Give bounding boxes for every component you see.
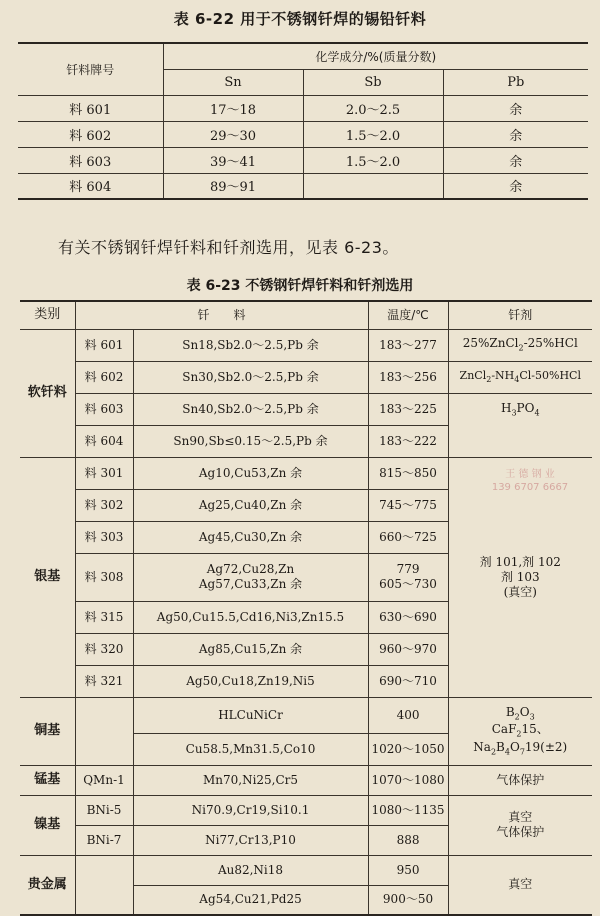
category-label: 锰基 [20, 765, 75, 795]
temperature: 630～690 [368, 601, 448, 633]
filler-composition: Mn70,Ni25,Cr5 [133, 765, 368, 795]
flux-cell: $H_3PO_4$ [448, 393, 592, 425]
table-cell: 1.5～2.0 [303, 121, 443, 147]
flux-cell [448, 697, 592, 765]
table-cell: 料 603 [18, 147, 163, 173]
table-cell [303, 173, 443, 199]
filler-composition: Sn40,Sb2.0～2.5,Pb 余 [133, 393, 368, 425]
body-paragraph: 有关不锈钢钎焊钎料和钎剂选用，见表 6-23。 [58, 238, 399, 257]
category-label: 铜基 [20, 697, 75, 765]
filler-code: 料 308 [75, 553, 133, 601]
flux-line: $Na_2B_4O_719(\pm 2)$ [473, 739, 568, 757]
filler-composition: Sn90,Sb≤0.15～2.5,Pb 余 [133, 425, 368, 457]
table-cell: 1.5～2.0 [303, 147, 443, 173]
filler-code: QMn-1 [75, 765, 133, 795]
table-row [20, 425, 592, 457]
filler-code: 料 601 [75, 329, 133, 361]
temperature: 900～50 [368, 885, 448, 915]
filler-composition: Cu58.5,Mn31.5,Co10 [133, 733, 368, 765]
composition-line: Ag72,Cu28,Zn [206, 562, 295, 576]
table-cell: 余 [443, 121, 588, 147]
filler-code: 料 321 [75, 665, 133, 697]
flux-line: CaF$_2$15、 [491, 722, 549, 739]
table-cell: 余 [443, 147, 588, 173]
column-header: 钎剂 [448, 301, 592, 329]
filler-composition [133, 553, 368, 601]
temperature: 400 [368, 697, 448, 733]
filler-composition: HLCuNiCr [133, 697, 368, 733]
column-header: Sb [303, 69, 443, 95]
table-cell: 料 601 [18, 95, 163, 121]
filler-code: 料 301 [75, 457, 133, 489]
table-row [18, 121, 588, 147]
flux-cell [448, 425, 592, 457]
temperature: 960～970 [368, 633, 448, 665]
filler-code: 料 320 [75, 633, 133, 665]
filler-composition: Ag50,Cu15.5,Cd16,Ni3,Zn15.5 [133, 601, 368, 633]
filler-code [75, 697, 133, 733]
filler-composition: Sn18,Sb2.0～2.5,Pb 余 [133, 329, 368, 361]
table-cell: 料 604 [18, 173, 163, 199]
column-header: Pb [443, 69, 588, 95]
temperature: 950 [368, 855, 448, 885]
table-row [20, 361, 592, 393]
table-cell: 17～18 [163, 95, 303, 121]
temperature [368, 553, 448, 601]
column-header: 钎 料 [75, 301, 368, 329]
temperature-line: 779 [396, 562, 420, 576]
column-header: Sn [163, 69, 303, 95]
temperature: 888 [368, 825, 448, 855]
filler-composition: Ag25,Cu40,Zn 余 [133, 489, 368, 521]
filler-composition: Ni77,Cr13,P10 [133, 825, 368, 855]
table-cell: 89～91 [163, 173, 303, 199]
filler-composition: Ni70.9,Cr19,Si10.1 [133, 795, 368, 825]
flux-line: 剂 103 [500, 569, 540, 584]
filler-flux-table [20, 300, 592, 916]
temperature: 660～725 [368, 521, 448, 553]
category-label: 镍基 [20, 795, 75, 855]
flux-cell: 25%ZnCl$_2$-25%HCl [448, 329, 592, 361]
filler-composition: Ag45,Cu30,Zn 余 [133, 521, 368, 553]
flux-line: $B_2O_3$ [505, 704, 535, 722]
table-cell: 29～30 [163, 121, 303, 147]
table-row [20, 393, 592, 425]
filler-composition: Au82,Ni18 [133, 855, 368, 885]
temperature: 690～710 [368, 665, 448, 697]
filler-composition: Ag10,Cu53,Zn 余 [133, 457, 368, 489]
table-cell: 2.0～2.5 [303, 95, 443, 121]
filler-code: 料 604 [75, 425, 133, 457]
flux-cell [448, 795, 592, 855]
column-header: 温度/℃ [368, 301, 448, 329]
filler-code [75, 885, 133, 915]
flux-line: (真空) [503, 584, 537, 599]
filler-code [75, 855, 133, 885]
filler-code: 料 602 [75, 361, 133, 393]
temperature: 1020～1050 [368, 733, 448, 765]
table-row [18, 147, 588, 173]
flux-line: 真空 [508, 810, 533, 824]
column-header: 钎料牌号 [18, 43, 163, 95]
filler-composition: Ag50,Cu18,Zn19,Ni5 [133, 665, 368, 697]
filler-code: 料 302 [75, 489, 133, 521]
table-row [20, 795, 592, 825]
table-cell: 39～41 [163, 147, 303, 173]
temperature: 745～775 [368, 489, 448, 521]
watermark: 王 德 钢 业 139 6707 6667 [491, 469, 569, 493]
flux-cell: $ZnCl_2-NH_4Cl-50\%HCl$ [448, 361, 592, 393]
column-group-header: 化学成分/%(质量分数) [163, 43, 588, 69]
filler-code: 料 303 [75, 521, 133, 553]
temperature: 183～225 [368, 393, 448, 425]
table-cell: 余 [443, 95, 588, 121]
temperature: 1080～1135 [368, 795, 448, 825]
table-row [20, 855, 592, 885]
table-row [18, 173, 588, 199]
category-label: 贵金属 [20, 855, 75, 915]
filler-code: BNi-7 [75, 825, 133, 855]
flux-cell: 气体保护 [448, 765, 592, 795]
table-row [18, 95, 588, 121]
composition-line: Ag57,Cu33,Zn 余 [198, 577, 303, 591]
temperature-line: 605～730 [379, 577, 437, 591]
table-row [20, 765, 592, 795]
table-row [20, 697, 592, 733]
filler-composition: Ag85,Cu15,Zn 余 [133, 633, 368, 665]
table-cell: 料 602 [18, 121, 163, 147]
table-title: 表 6-22 用于不锈钢钎焊的锡铅钎料 [173, 10, 427, 28]
flux-cell: 真空 [448, 855, 592, 915]
filler-code: 料 603 [75, 393, 133, 425]
category-label: 软钎料 [20, 329, 75, 457]
filler-code [75, 733, 133, 765]
flux-line: 剂 101,剂 102 [479, 554, 561, 569]
filler-composition: Ag54,Cu21,Pd25 [133, 885, 368, 915]
temperature: 183～222 [368, 425, 448, 457]
flux-line: 气体保护 [496, 825, 545, 839]
temperature: 183～256 [368, 361, 448, 393]
table-title: 表 6-23 不锈钢钎焊钎料和钎剂选用 [186, 278, 414, 294]
column-header: 类别 [20, 301, 75, 329]
solder-composition-table [18, 42, 588, 200]
filler-code: 料 315 [75, 601, 133, 633]
table-cell: 余 [509, 180, 523, 196]
temperature: 183～277 [368, 329, 448, 361]
filler-code: BNi-5 [75, 795, 133, 825]
temperature: 1070～1080 [368, 765, 448, 795]
filler-composition: Sn30,Sb2.0～2.5,Pb 余 [133, 361, 368, 393]
category-label: 银基 [20, 457, 75, 697]
table-row [20, 329, 592, 361]
temperature: 815～850 [368, 457, 448, 489]
